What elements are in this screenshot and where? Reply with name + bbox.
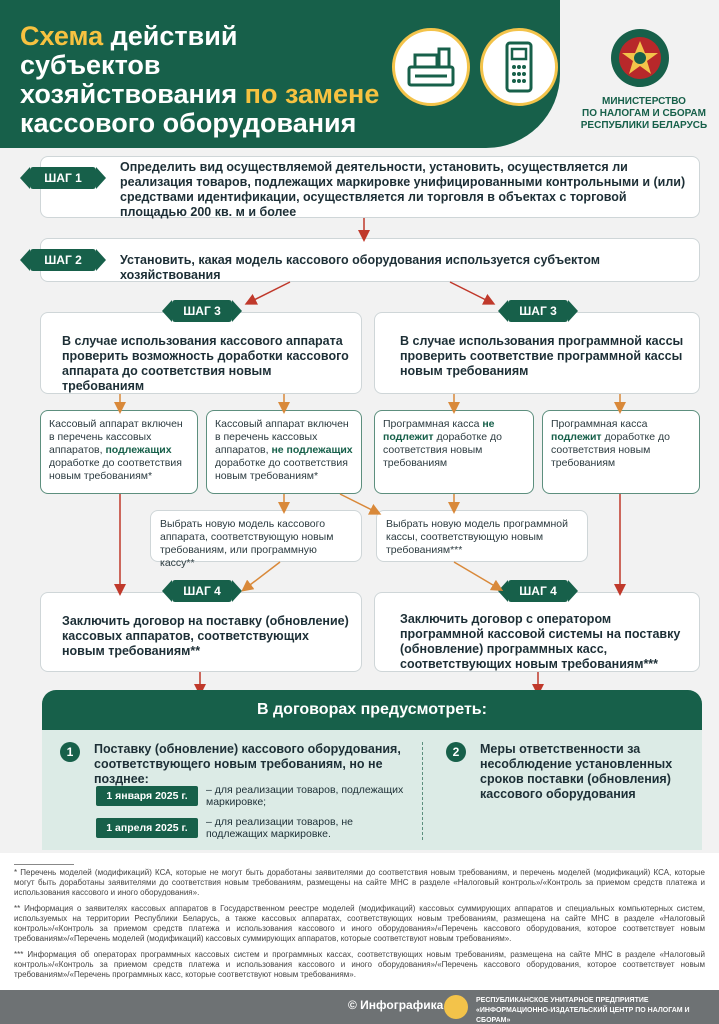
- step1-badge: ШАГ 1: [30, 167, 96, 189]
- payment-terminal-icon: [480, 28, 558, 106]
- step3-right-text: В случае использования программной кассы проверить соответствие программной кассы новым требованиям: [400, 334, 684, 378]
- step3-right-badge: ШАГ 3: [508, 300, 568, 322]
- deadline-date-2: 1 апреля 2025 г.: [96, 818, 198, 838]
- footnote-2: ** Информация о заявителях кассовых аппаратов в Государственном реестре моделей (модификаций) кассовых суммирующих аппаратов и специальных компьютерных систем, используемых на территории Республики Беларусь, а также кассовых аппаратах, соответствующих новым требованиям, размещена на сайте МНС в разделе «Налоговый контроль»/«Контроль за приемом средств платежа и использования кассового и иного оборудования»/«Перечень кассового оборудования, которое соответствует новым требованиям»/«Перечень моделей (модификаций) кассовых суммирующих аппаратов, которые соответствуют новым требованиям».: [14, 904, 705, 943]
- step4-right-text: Заключить договор с оператором программной кассовой системы на поставку (обновление) программных касс, соответствующих новым требованиям***: [400, 612, 681, 671]
- sub-box-software-upgradable: Программная касса подлежит доработке до соответствия новым требованиям: [542, 410, 700, 494]
- contracts-divider: [422, 742, 423, 840]
- select-new-software-model-box: Выбрать новую модель программной кассы, соответствующую новым требованиям***: [376, 510, 588, 562]
- deadline-text-1: – для реализации товаров, подлежащих маркировке;: [206, 784, 404, 808]
- sub-box-cash-upgradable: Кассовый аппарат включен в перечень кассовых аппаратов, подлежащих доработке до соответствия новым требованиям*: [40, 410, 198, 494]
- deadline-date-1: 1 января 2025 г.: [96, 786, 198, 806]
- footnote-1: * Перечень моделей (модификаций) КСА, которые не могут быть доработаны заявителями до соответствия новым требованиям, и перечень моделей (модификаций) КСА, которые могут быть доработаны заявителями до соответствия новым требованиям, размещены на сайте МНС в разделе «Налоговый контроль»/«Контроль за приемом средств платежа и использования кассового и иного оборудования».: [14, 868, 705, 897]
- cash-register-icon: [392, 28, 470, 106]
- step3-left-badge: ШАГ 3: [172, 300, 232, 322]
- contract-item1-text: Поставку (обновление) кассового оборудования, соответствующего новым требованиям, но не позднее:: [94, 742, 401, 786]
- page-title: Схема действий субъектов хозяйствования по замене кассового оборудования: [20, 21, 380, 138]
- step1-text: Определить вид осуществляемой деятельности, установить, осуществляется ли реализация товаров, подлежащих маркировке унифицированными контрольными и (или) средствами идентификации, осуществляется ли торговля в объектах с торговой площадью 200 кв. м и более: [120, 160, 686, 219]
- step2-badge: ШАГ 2: [30, 249, 96, 271]
- footnote-3: *** Информация об операторах программных кассовых систем и программных кассах, соответствующих новым требованиям, размещена на сайте МНС в разделе «Налоговый контроль»/«Контроль за приемом средств платежа и использования кассового и иного оборудования»/«Перечень кассового оборудования, которое соответствует новым требованиям»/«Перечень программных касс, которые соответствуют новым требованиям».: [14, 950, 705, 979]
- footnote-rule: [14, 864, 74, 865]
- publisher-name: РЕСПУБЛИКАНСКОЕ УНИТАРНОЕ ПРЕДПРИЯТИЕ «ИНФОРМАЦИОННО-ИЗДАТЕЛЬСКИЙ ЦЕНТР ПО НАЛОГАМ И СБОРАМ»: [476, 997, 690, 1024]
- contracts-header: В договорах предусмотреть:: [42, 690, 702, 730]
- step4-left-text: Заключить договор на поставку (обновление) кассовых аппаратов, соответствующих новым требованиям**: [62, 614, 349, 658]
- contract-item2-number: 2: [446, 742, 466, 762]
- contract-item1-number: 1: [60, 742, 80, 762]
- sub-box-software-not-upgradable: Программная касса не подлежит доработке до соответствия новым требованиям: [374, 410, 534, 494]
- publisher-logo-icon: [444, 995, 468, 1019]
- select-new-cash-model-box: Выбрать новую модель кассового аппарата, соответствующую новым требованиям, или программную кассу**: [150, 510, 362, 562]
- step4-right-badge: ШАГ 4: [508, 580, 568, 602]
- step4-left-badge: ШАГ 4: [172, 580, 232, 602]
- step2-text: Установить, какая модель кассового оборудования используется субъектом хозяйствования: [120, 253, 600, 282]
- infographic-brand: © Инфографика: [348, 998, 444, 1012]
- sub-box-cash-not-upgradable: Кассовый аппарат включен в перечень кассовых аппаратов, не подлежащих доработке до соответствия новым требованиям*: [206, 410, 362, 494]
- step3-left-text: В случае использования кассового аппарата проверить возможность доработки кассового аппарата до соответствия новым требованиям: [62, 334, 349, 393]
- deadline-text-2: – для реализации товаров, не подлежащих маркировке.: [206, 816, 353, 840]
- ministry-emblem-icon: [604, 26, 676, 90]
- contract-item2-text: Меры ответственности за несоблюдение установленных сроков поставки (обновления) кассового оборудования: [480, 742, 673, 801]
- ministry-name: МИНИСТЕРСТВО ПО НАЛОГАМ И СБОРАМ РЕСПУБЛИКИ БЕЛАРУСЬ: [580, 96, 708, 131]
